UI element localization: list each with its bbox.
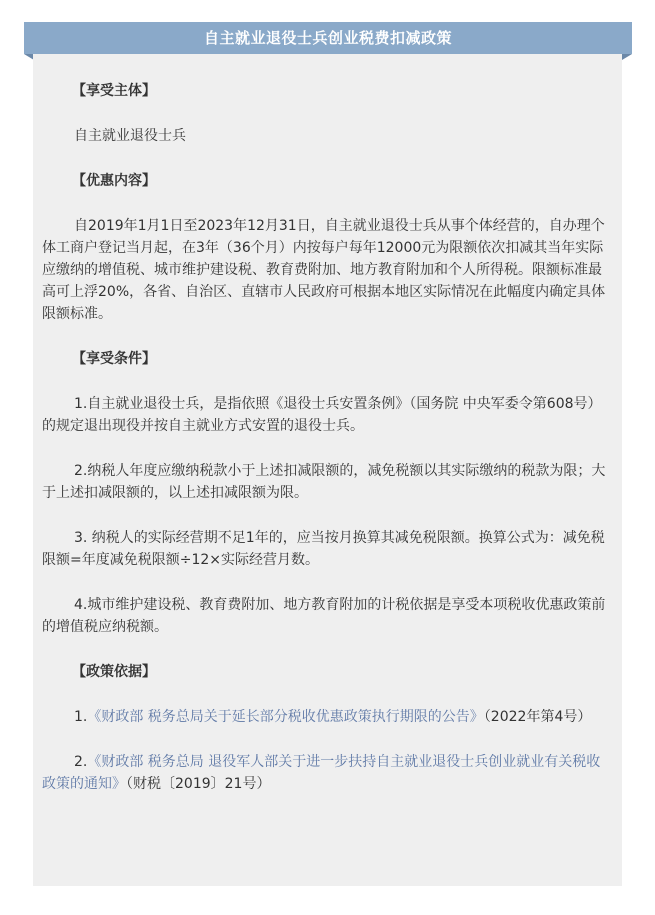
policy-content <box>42 80 614 795</box>
condition-item: 3. 纳税人的实际经营期不足1年的，应当按月换算其减免税限额。换算公式为：减免税限额=年度减免税限额÷12×实际经营月数。 <box>42 530 605 568</box>
subject-text: 自主就业退役士兵 <box>74 128 186 144</box>
reference-doc-number: （2022年第4号） <box>483 709 592 725</box>
reference-number: 1. <box>74 709 88 725</box>
reference-doc-number: （财税〔2019〕21号） <box>126 776 271 792</box>
title-banner <box>24 22 632 54</box>
section-heading-benefits: 【优惠内容】 <box>72 173 156 189</box>
condition-item: 2.纳税人年度应缴纳税款小于上述扣减限额的，减免税额以其实际缴纳的税款为限；大于上述扣减限额的，以上述扣减限额为限。 <box>42 463 606 501</box>
reference-number: 2. <box>74 754 88 770</box>
page-title: 自主就业退役士兵创业税费扣减政策 <box>203 29 452 47</box>
condition-item: 4.城市维护建设税、教育费附加、地方教育附加的计税依据是享受本项税收优惠政策前的增值税应纳税额。 <box>42 597 606 635</box>
section-heading-basis: 【政策依据】 <box>72 664 156 680</box>
benefits-text: 自2019年1月1日至2023年12月31日，自主就业退役士兵从事个体经营的，自办理个体工商户登记当月起，在3年（36个月）内按每户每年12000元为限额依次扣减其当年实际应缴纳的增值税、城市维护建设税、教育费附加、地方教育附加和个人所得税。限额标准最高可上浮20%，各省、自治区、直辖市人民政府可根据本地区实际情况在此幅度内确定具体限额标准。 <box>42 218 606 322</box>
policy-link[interactable]: 《财政部 税务总局关于延长部分税收优惠政策执行期限的公告》 <box>87 709 484 725</box>
banner-fold-right <box>622 54 632 60</box>
condition-item: 1.自主就业退役士兵，是指依照《退役士兵安置条例》（国务院 中央军委令第608号）的规定退出现役并按自主就业方式安置的退役士兵。 <box>42 396 602 434</box>
policy-link[interactable]: 《财政部 税务总局 退役军人部关于进一步扶持自主就业退役士兵创业就业有关税收政策的通知》 <box>42 754 601 792</box>
section-heading-subject: 【享受主体】 <box>72 83 156 99</box>
policy-reference <box>42 706 614 728</box>
section-heading-conditions: 【享受条件】 <box>72 351 156 367</box>
policy-reference <box>42 751 614 795</box>
